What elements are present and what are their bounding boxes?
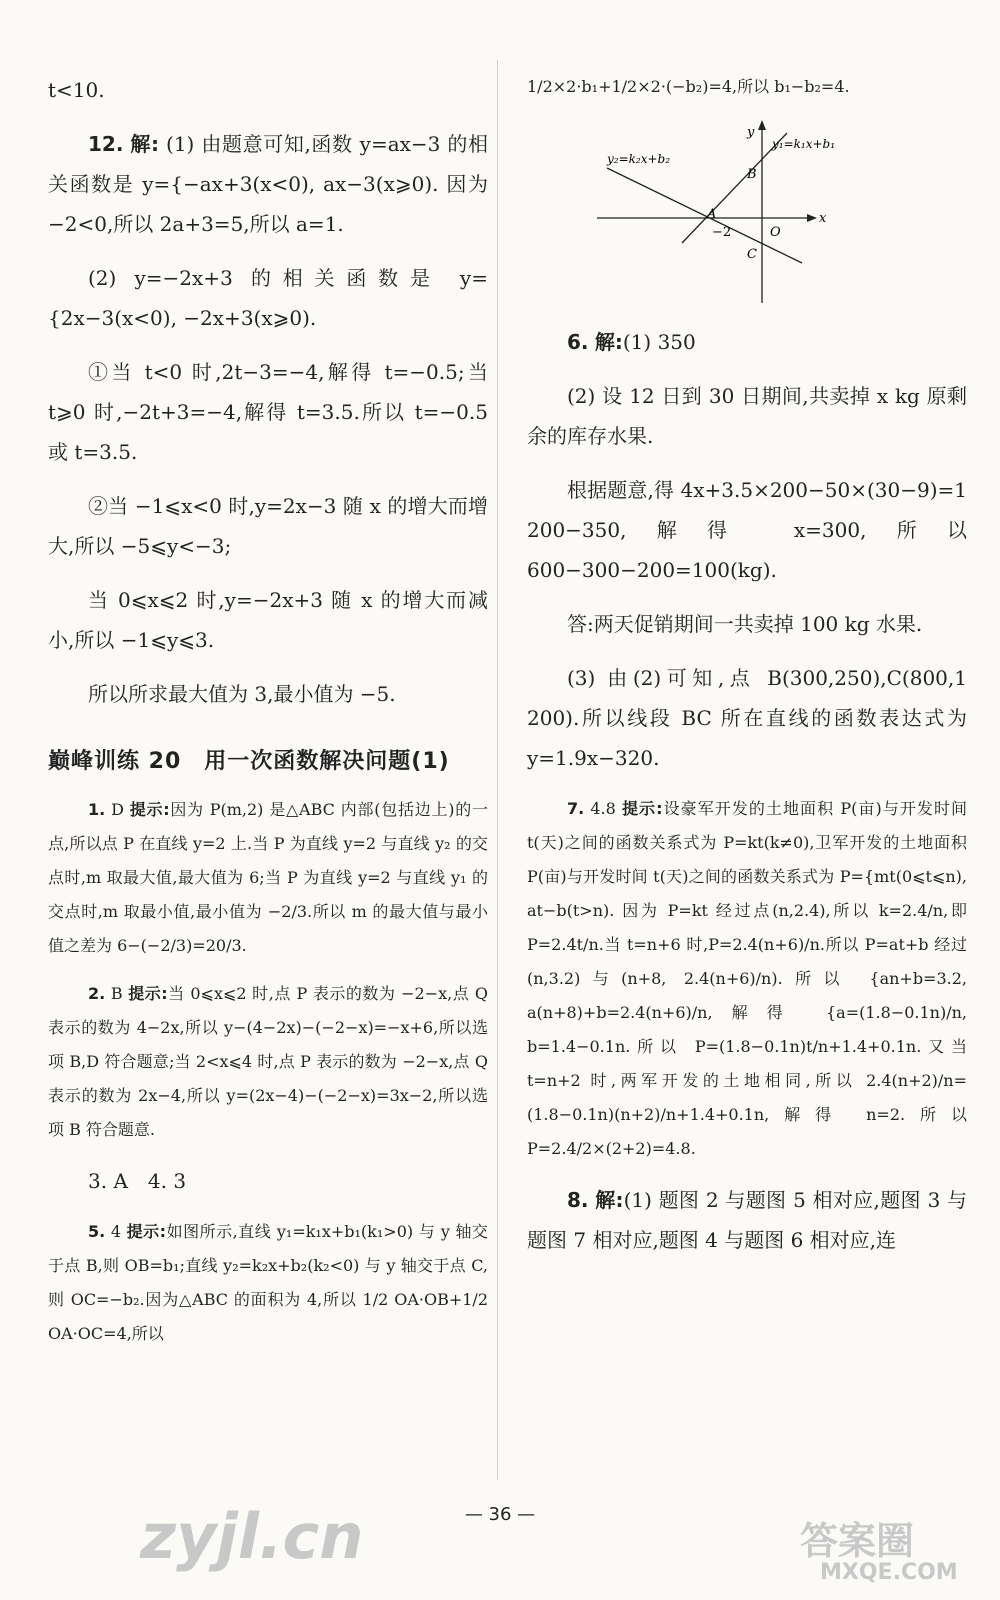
- q5: [48, 1215, 488, 1351]
- q2-answer: B: [110, 984, 123, 1003]
- point-a-label: A: [707, 207, 717, 222]
- q5-continuation: 1/2×2·b₁+1/2×2·(−b₂)=4,所以 b₁−b₂=4.: [527, 77, 850, 96]
- q1-number: 1.: [88, 800, 106, 819]
- y-axis-label: y: [747, 125, 755, 140]
- q7-answer: 4.8: [590, 799, 616, 818]
- q1-text: 因为 P(m,2) 是△ABC 内部(包括边上)的一点,所以点 P 在直线 y=2 上.当 P 为直线 y=2 与直线 y₂ 的交点时,m 取最大值,最大值为 6;当 P 为直线 y=2 与直线 y₁ 的交点时,m 取最小值,最小值为 −2/3.所以 m 的最大值与最小值之差为 6−(−2/3)=20/3.: [48, 800, 488, 955]
- q2: [48, 977, 488, 1147]
- q6-part3: 根据题意,得 4x+3.5×200−50×(30−9)=1 200−350,解得 x=300,所以 600−300−200=100(kg).: [527, 478, 967, 582]
- q12-part4: ②当 −1⩽x<0 时,y=2x−3 随 x 的增大而增大,所以 −5⩽y<−3;: [48, 494, 488, 558]
- q6-part2: (2) 设 12 日到 30 日期间,共卖掉 x kg 原剩余的库存水果.: [527, 384, 967, 448]
- q3-q4: 3. A 4. 3: [88, 1169, 187, 1193]
- q5-number: 5.: [88, 1222, 106, 1241]
- q2-text: 当 0⩽x⩽2 时,点 P 表示的数为 −2−x,点 Q 表示的数为 4−2x,所以 y−(4−2x)−(−2−x)=−x+6,所以选项 B,D 符合题意;当 2<x⩽4 时,点 P 表示的数为 −2−x,点 Q 表示的数为 2x−4,所以 y=(2x−4)−(−2−x)=3x−2,所以选项 B 符合题意.: [48, 984, 488, 1139]
- left-column: [48, 70, 488, 1365]
- section-title: 巅峰训练 20 用一次函数解决问题(1): [48, 749, 450, 774]
- q6-part1: [527, 322, 967, 362]
- q6-answer-label: 解:: [594, 330, 623, 354]
- q7-hint-label: 提示:: [621, 799, 663, 818]
- q12-part3: ①当 t<0 时,2t−3=−4,解得 t=−0.5;当 t⩾0 时,−2t+3=−4,解得 t=3.5.所以 t=−0.5 或 t=3.5.: [48, 360, 488, 464]
- y-axis-arrow: [758, 120, 766, 130]
- q8-answer-label: 解:: [595, 1188, 624, 1212]
- q12-answer-label: 解:: [130, 132, 160, 156]
- function-graph: [587, 118, 837, 308]
- point-b-label: B: [747, 167, 757, 182]
- q6-number: 6.: [567, 330, 589, 354]
- line-y2: [607, 168, 802, 263]
- q12-part5: 当 0⩽x⩽2 时,y=−2x+3 随 x 的增大而减小,所以 −1⩽y⩽3.: [48, 588, 488, 652]
- q12-part2: (2) y=−2x+3 的相关函数是 y={2x−3(x<0), −2x+3(x⩾0).: [48, 266, 488, 330]
- top-line: t<10.: [48, 78, 105, 102]
- q8: [527, 1180, 967, 1260]
- right-column: [527, 70, 967, 1274]
- q5-hint-label: 提示:: [126, 1222, 167, 1241]
- x-axis-label: x: [819, 211, 827, 226]
- q1-hint-label: 提示:: [129, 800, 170, 819]
- q1-answer: D: [111, 800, 124, 819]
- q8-text: (1) 题图 2 与题图 5 相对应,题图 3 与题图 7 相对应,题图 4 与题图 6 相对应,连: [527, 1188, 968, 1252]
- q12-text-1: (1) 由题意可知,函数 y=ax−3 的相关函数是 y={−ax+3(x<0), ax−3(x⩾0). 因为 −2<0,所以 2a+3=5,所以 a=1.: [48, 132, 488, 236]
- q2-hint-label: 提示:: [128, 984, 168, 1003]
- q1: [48, 793, 488, 963]
- q7-number: 7.: [567, 799, 585, 818]
- watermark-right-top: 答案圈: [800, 1519, 915, 1563]
- origin-label: O: [770, 225, 781, 240]
- tick-label: −2: [712, 225, 732, 240]
- q5-answer: 4: [110, 1222, 122, 1241]
- q6-text-1: (1) 350: [622, 330, 696, 354]
- q7: [527, 792, 967, 1166]
- line-y2-label: y₂=k₂x+b₂: [607, 152, 671, 166]
- x-axis-arrow: [807, 214, 817, 222]
- watermark-right-bottom: MXQE.COM: [820, 1560, 958, 1585]
- q8-number: 8.: [567, 1188, 589, 1212]
- column-divider: [497, 60, 498, 1480]
- line-y1-label: y₁=k₁x+b₁: [772, 137, 836, 151]
- page-number: — 36 —: [464, 1504, 536, 1525]
- q2-number: 2.: [88, 984, 106, 1003]
- q5-text: 如图所示,直线 y₁=k₁x+b₁(k₁>0) 与 y 轴交于点 B,则 OB=b₁;直线 y₂=k₂x+b₂(k₂<0) 与 y 轴交于点 C,则 OC=−b₂.因为△ABC 的面积为 4,所以 1/2 OA·OB+1/2 OA·OC=4,所以: [48, 1222, 488, 1343]
- q12-part6: 所以所求最大值为 3,最小值为 −5.: [88, 682, 396, 706]
- watermark-left: zyjl.cn: [140, 1500, 364, 1573]
- q12-part1: [48, 124, 488, 244]
- q6-part5: (3) 由(2)可知,点 B(300,250),C(800,1 200).所以线段 BC 所在直线的函数表达式为 y=1.9x−320.: [527, 666, 967, 770]
- q7-text: 设豪军开发的土地面积 P(亩)与开发时间 t(天)之间的函数关系式为 P=kt(k≠0),卫军开发的土地面积 P(亩)与开发时间 t(天)之间的函数关系式为 P={mt(0⩽t⩽n), at−b(t>n). 因为 P=kt 经过点(n,2.4),所以 k=2.4/n,即 P=2.4t/n.当 t=n+6 时,P=2.4(n+6)/n.所以 P=at+b 经过(n,3.2)与(n+8, 2.4(n+6)/n).所以 {an+b=3.2, a(n+8)+b=2.4(n+6)/n,解得 {a=(1.8−0.1n)/n, b=1.4−0.1n.所以 P=(1.8−0.1n)t/n+1.4+0.1n.又当 t=n+2 时,两军开发的土地相同,所以 2.4(n+2)/n=(1.8−0.1n)(n+2)/n+1.4+0.1n,解得 n=2.所以 P=2.4/2×(2+2)=4.8.: [527, 799, 968, 1158]
- q12-number: 12.: [88, 132, 124, 156]
- q6-part4: 答:两天促销期间一共卖掉 100 kg 水果.: [567, 612, 923, 636]
- point-c-label: C: [747, 247, 757, 262]
